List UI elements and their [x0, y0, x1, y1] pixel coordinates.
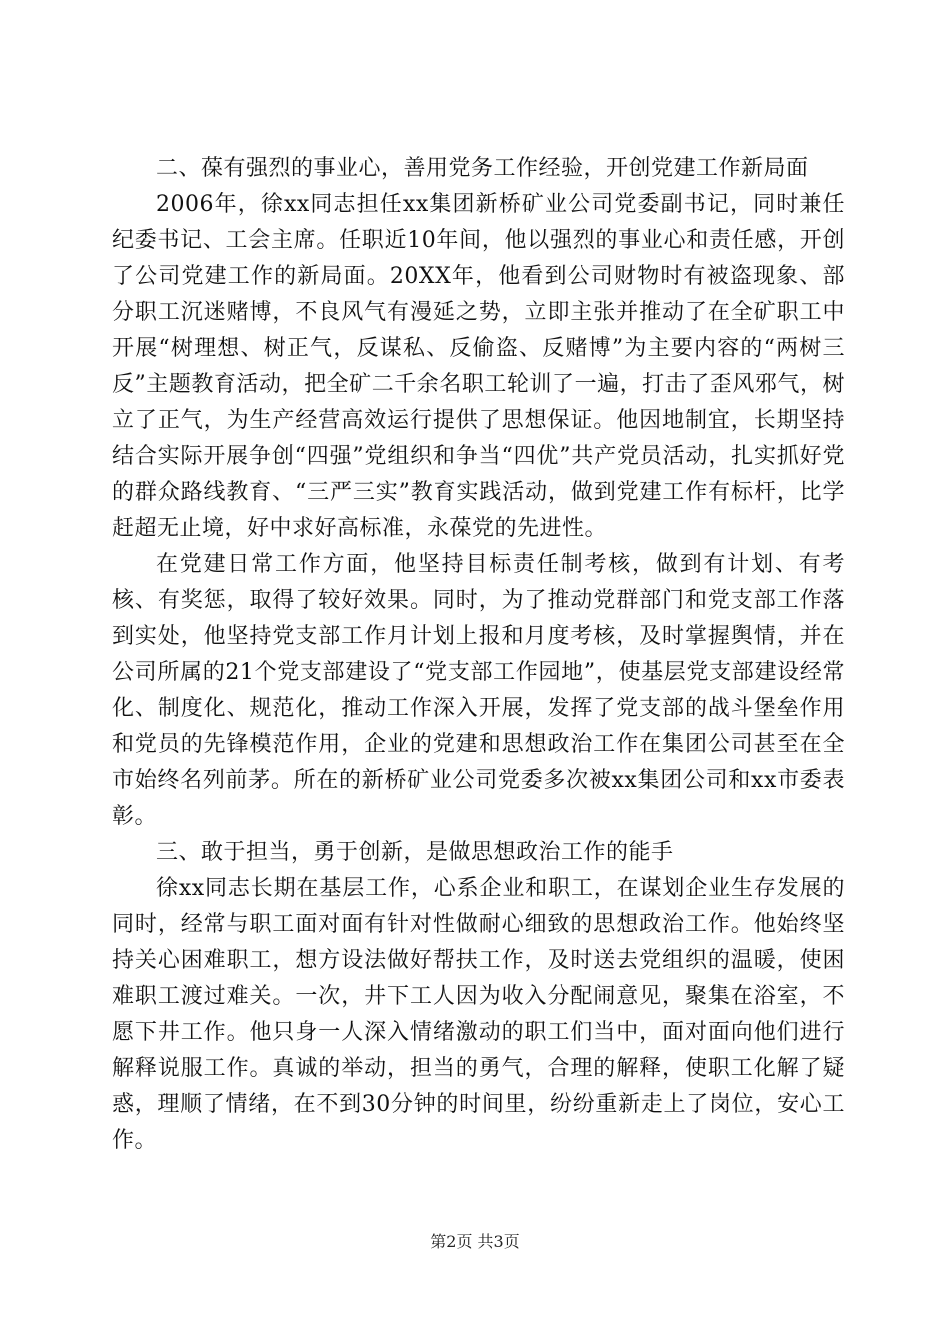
- section-heading: 三、敢于担当，勇于创新，是做思想政治工作的能手: [156, 840, 674, 865]
- document-body: [112, 151, 845, 1159]
- section-heading: 二、葆有强烈的事业心，善用党务工作经验，开创党建工作新局面: [156, 156, 809, 181]
- body-paragraph: 徐xx同志长期在基层工作，心系企业和职工，在谋划企业生存发展的同时，经常与职工面对面有针对性做耐心细致的思想政治工作。他始终坚持关心困难职工，想方设法做好帮扶工作，及时送去党组织的温暖，使困难职工渡过难关。一次，井下工人因为收入分配闹意见，聚集在浴室，不愿下井工作。他只身一人深入情绪激动的职工们当中，面对面向他们进行解释说服工作。真诚的举动，担当的勇气，合理的解释，使职工化解了疑惑，理顺了情绪，在不到30分钟的时间里，纷纷重新走上了岗位，安心工作。: [112, 876, 845, 1153]
- page-number-footer: 第2页 共3页: [430, 1232, 520, 1251]
- body-paragraph: 在党建日常工作方面，他坚持目标责任制考核，做到有计划、有考核、有奖惩，取得了较好效果。同时，为了推动党群部门和党支部工作落到实处，他坚持党支部工作月计划上报和月度考核，及时掌握舆情，并在公司所属的21个党支部建设了“党支部工作园地”，使基层党支部建设经常化、制度化、规范化，推动工作深入开展，发挥了党支部的战斗堡垒作用和党员的先锋模范作用，企业的党建和思想政治工作在集团公司甚至在全市始终名列前茅。所在的新桥矿业公司党委多次被xx集团公司和xx市委表彰。: [112, 552, 845, 829]
- body-paragraph: 2006年，徐xx同志担任xx集团新桥矿业公司党委副书记，同时兼任纪委书记、工会主席。任职近10年间，他以强烈的事业心和责任感，开创了公司党建工作的新局面。20XX年，他看到公司财物时有被盗现象、部分职工沉迷赌博，不良风气有漫延之势，立即主张并推动了在全矿职工中开展“树理想、树正气，反谋私、反偷盗、反赌博”为主要内容的“两树三反”主题教育活动，把全矿二千余名职工轮训了一遍，打击了歪风邪气，树立了正气，为生产经营高效运行提供了思想保证。他因地制宜，长期坚持结合实际开展争创“四强”党组织和争当“四优”共产党员活动，扎实抓好党的群众路线教育、“三严三实”教育实践活动，做到党建工作有标杆，比学赶超无止境，好中求好高标准，永葆党的先进性。: [112, 192, 845, 541]
